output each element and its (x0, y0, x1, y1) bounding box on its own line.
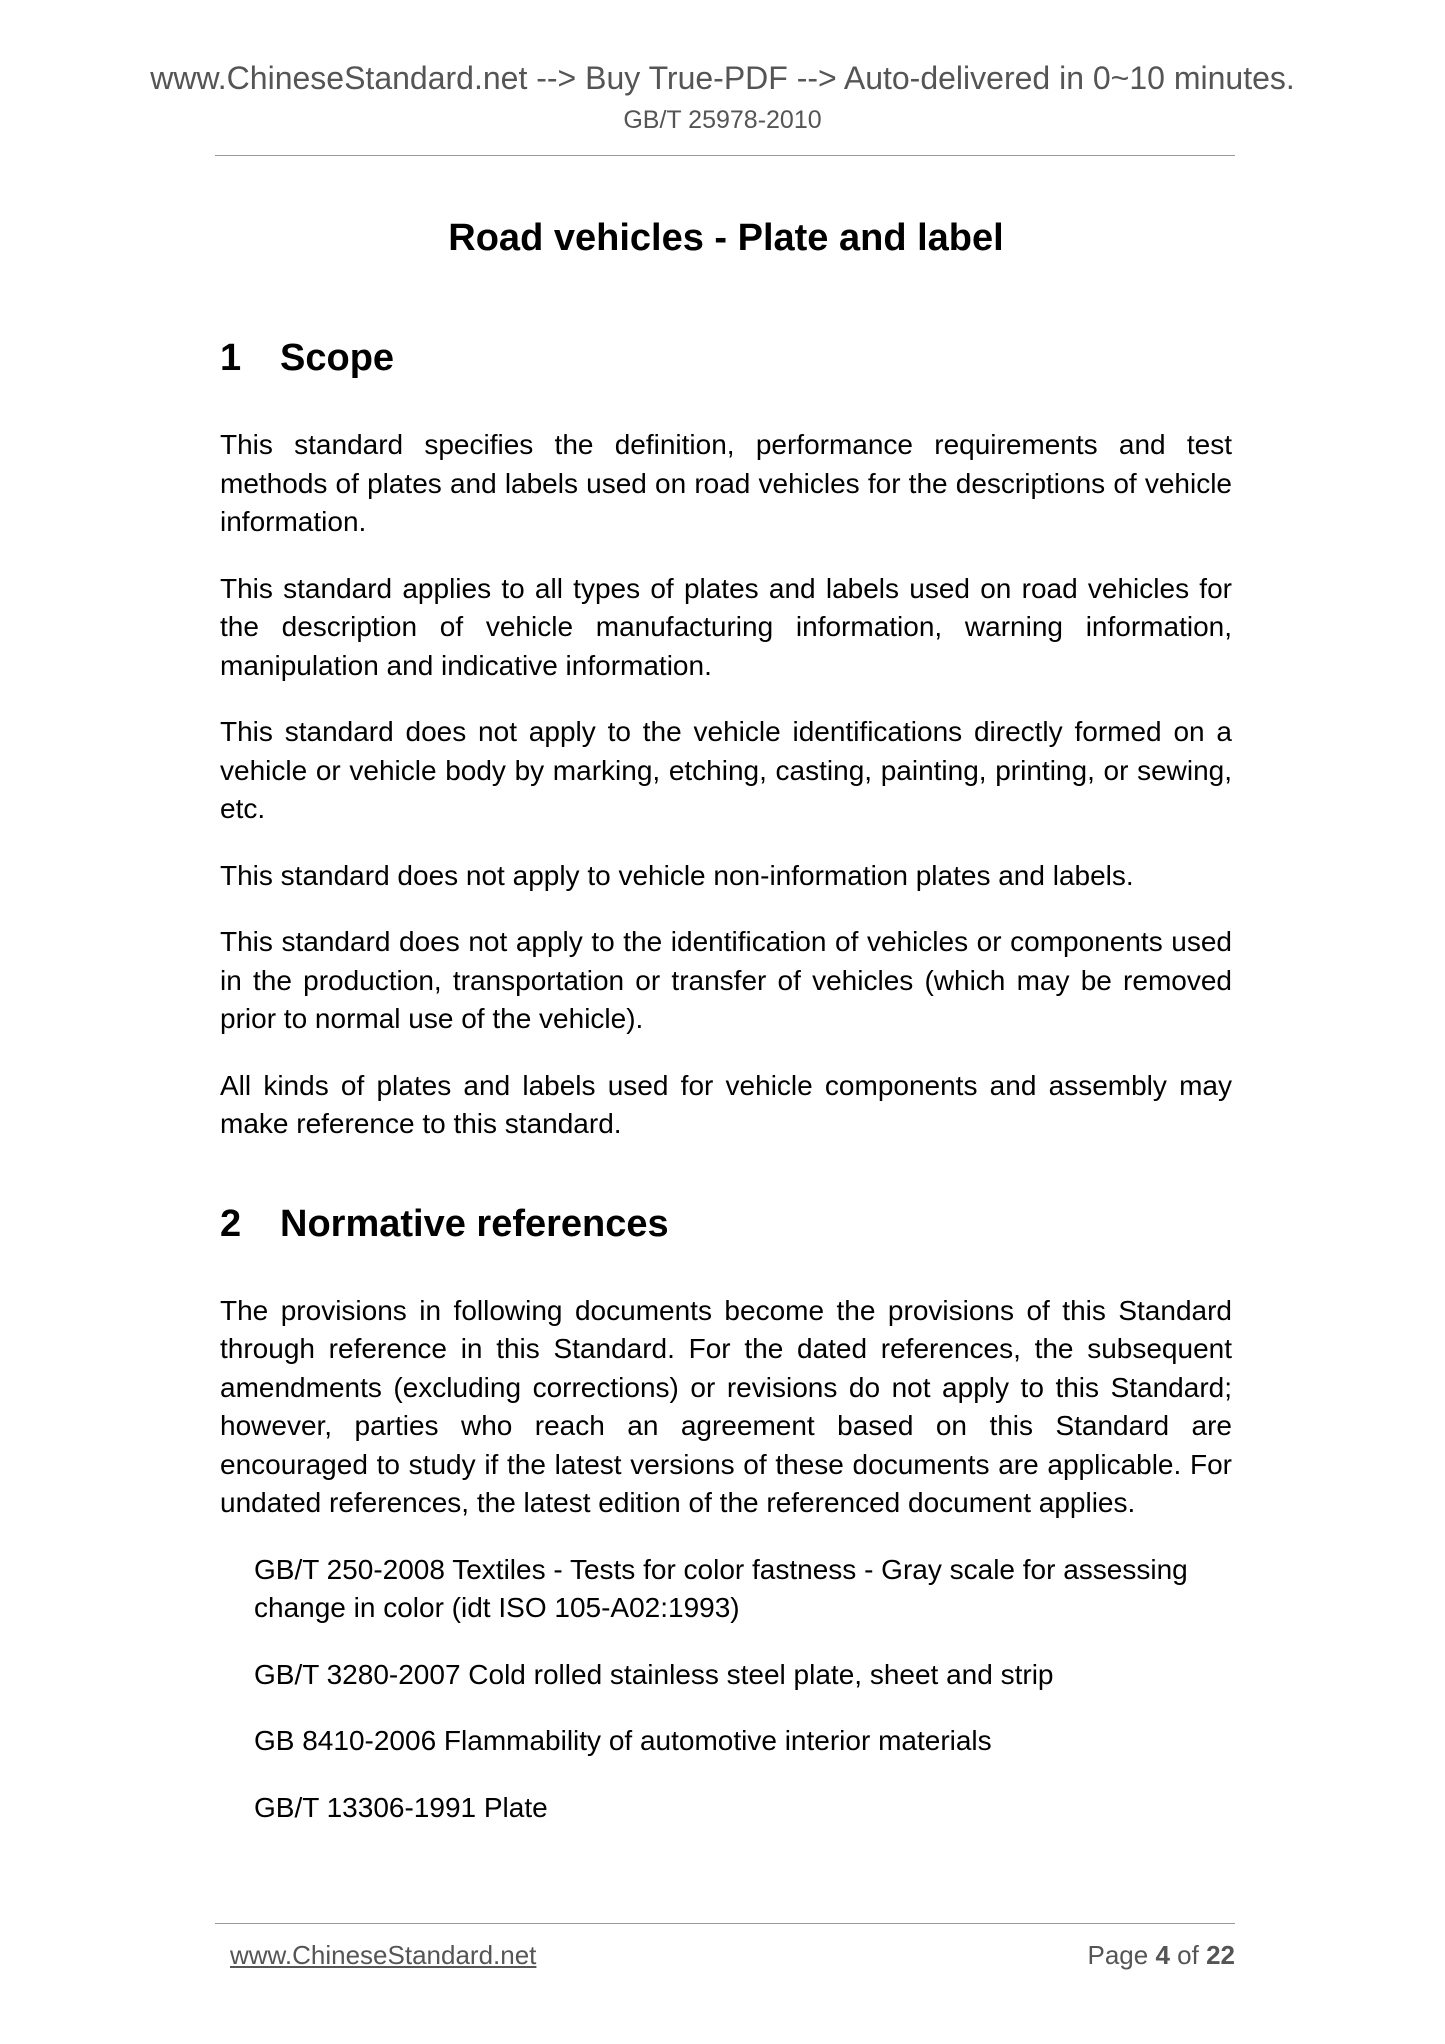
section-title: Scope (280, 337, 395, 379)
reference-list (220, 1551, 1232, 1828)
paragraph: This standard does not apply to the vehicle identifications directly formed on a vehicle or vehicle body by marking, etching, casting, painting, printing, or sewing, etc. (220, 716, 1232, 824)
paragraph: This standard does not apply to vehicle non-information plates and labels. (220, 859, 1134, 891)
page-number (1087, 1935, 1235, 1975)
paragraph: This standard does not apply to the identification of vehicles or components used in the production, transportation or transfer of vehicles (which may be removed prior to normal use of the vehicle). (220, 926, 1232, 1034)
reference-item: GB 8410-2006 Flammability of automotive interior materials (254, 1725, 992, 1756)
page-header (0, 56, 1445, 138)
header-divider (215, 155, 1235, 156)
footer-website-link[interactable]: www.ChineseStandard.net (230, 1940, 537, 1970)
page-footer (230, 1935, 1235, 1975)
footer-divider (215, 1923, 1235, 1924)
header-standard-code: GB/T 25978-2010 (623, 106, 822, 134)
section-heading-scope (220, 332, 1232, 384)
paragraph: All kinds of plates and labels used for vehicle components and assembly may make reference to this standard. (220, 1069, 1232, 1139)
section-number: 2 (220, 1202, 242, 1245)
document-title: Road vehicles - Plate and label (448, 217, 1004, 259)
header-promo-text: www.ChineseStandard.net --> Buy True-PDF --> Auto-delivered in 0~10 minutes. (150, 60, 1295, 96)
page-total: 22 (1206, 1940, 1235, 1970)
page-current: 4 (1155, 1940, 1170, 1970)
paragraph: This standard specifies the definition, performance requirements and test methods of plates and labels used on road vehicles for the descriptions of vehicle information. (220, 429, 1232, 537)
reference-item: GB/T 13306-1991 Plate (254, 1791, 548, 1823)
section-title: Normative references (280, 1202, 669, 1245)
paragraph: This standard applies to all types of plates and labels used on road vehicles for the description of vehicle manufacturing information, warning information, manipulation and indicative information. (220, 572, 1232, 681)
paragraph: The provisions in following documents become the provisions of this Standard through reference in this Standard. For the dated references, the subsequent amendments (excluding corrections) or revisions do not apply to this Standard; however, parties who reach an agreement based on this Standard are encouraged to study if the latest versions of these documents are applicable. For undated references, the latest edition of the referenced document applies. (220, 1294, 1232, 1518)
reference-item: GB/T 3280-2007 Cold rolled stainless steel plate, sheet and strip (254, 1658, 1054, 1690)
section-heading-normative-references (220, 1198, 1232, 1250)
section-number: 1 (220, 337, 242, 379)
page-of-label: of (1177, 1940, 1199, 1970)
reference-item: GB/T 250-2008 Textiles - Tests for color fastness - Gray scale for assessing change in color (idt ISO 105-A02:1993) (254, 1553, 1188, 1623)
page-label: Page (1087, 1940, 1149, 1970)
document-body (220, 212, 1232, 1855)
